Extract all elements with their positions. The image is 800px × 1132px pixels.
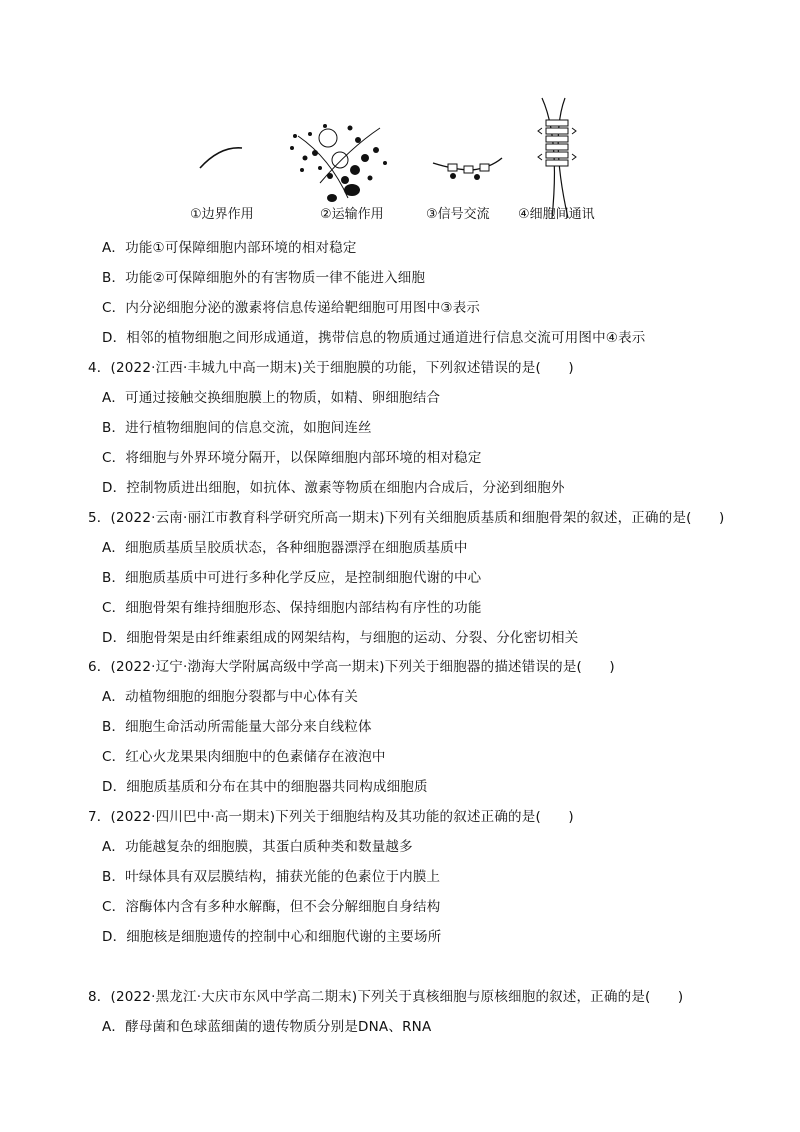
q6-option-d: D．细胞质基质和分布在其中的细胞器共同构成细胞质 bbox=[102, 779, 428, 795]
q5-option-b: B．细胞质基质中可进行多种化学反应，是控制细胞代谢的中心 bbox=[102, 570, 482, 586]
signal-diagram bbox=[433, 158, 502, 180]
boundary-diagram bbox=[200, 148, 242, 168]
q3-option-d: D．相邻的植物细胞之间形成通道，携带信息的物质通过通道进行信息交流可用图中④表示 bbox=[102, 330, 646, 346]
q6-stem: 6．(2022·辽宁·渤海大学附属高级中学高一期末)下列关于细胞器的描述错误的是( ) bbox=[88, 659, 615, 675]
q3-option-a: A．功能①可保障细胞内部环境的相对稳定 bbox=[102, 240, 357, 256]
q7-option-a: A．功能越复杂的细胞膜，其蛋白质种类和数量越多 bbox=[102, 839, 413, 855]
figure-caption-2: ②运输作用 bbox=[320, 207, 384, 222]
q3-option-c: C．内分泌细胞分泌的激素将信息传递给靶细胞可用图中③表示 bbox=[102, 300, 481, 316]
q3-option-b: B．功能②可保障细胞外的有害物质一律不能进入细胞 bbox=[102, 270, 426, 286]
q4-option-c: C．将细胞与外界环境分隔开，以保障细胞内部环境的相对稳定 bbox=[102, 450, 482, 466]
q6-option-a: A．动植物细胞的细胞分裂都与中心体有关 bbox=[102, 689, 359, 705]
figure-caption-3: ③信号交流 bbox=[426, 207, 490, 222]
q8-stem: 8．(2022·黑龙江·大庆市东风中学高二期末)下列关于真核细胞与原核细胞的叙述，正确的是( ) bbox=[88, 989, 684, 1005]
q4-option-a: A．可通过接触交换细胞膜上的物质，如精、卵细胞结合 bbox=[102, 390, 441, 406]
transport-diagram bbox=[290, 124, 387, 202]
q7-option-b: B．叶绿体具有双层膜结构，捕获光能的色素位于内膜上 bbox=[102, 869, 441, 885]
q7-option-c: C．溶酶体内含有多种水解酶，但不会分解细胞自身结构 bbox=[102, 899, 441, 915]
q6-option-c: C．红心火龙果果肉细胞中的色素储存在液泡中 bbox=[102, 749, 386, 765]
q5-option-a: A．细胞质基质呈胶质状态，各种细胞器漂浮在细胞质基质中 bbox=[102, 540, 468, 556]
q8-option-a: A．酵母菌和色球蓝细菌的遗传物质分别是DNA、RNA bbox=[102, 1019, 432, 1035]
q5-option-c: C．细胞骨架有维持细胞形态、保持细胞内部结构有序性的功能 bbox=[102, 600, 482, 616]
q4-stem: 4．(2022·江西·丰城九中高一期末)关于细胞膜的功能，下列叙述错误的是( ) bbox=[88, 360, 574, 376]
q7-stem: 7．(2022·四川巴中·高一期末)下列关于细胞结构及其功能的叙述正确的是( ) bbox=[88, 809, 574, 825]
figure-caption-4: ④细胞间通讯 bbox=[518, 207, 595, 222]
figure-caption-1: ①边界作用 bbox=[190, 207, 254, 222]
q7-option-d: D．细胞核是细胞遗传的控制中心和细胞代谢的主要场所 bbox=[102, 929, 442, 945]
q5-option-d: D．细胞骨架是由纤维素组成的网架结构，与细胞的运动、分裂、分化密切相关 bbox=[102, 630, 579, 646]
communication-diagram bbox=[538, 98, 576, 218]
q6-option-b: B．细胞生命活动所需能量大部分来自线粒体 bbox=[102, 719, 372, 735]
q4-option-b: B．进行植物细胞间的信息交流，如胞间连丝 bbox=[102, 420, 372, 436]
q5-stem: 5．(2022·云南·丽江市教育科学研究所高一期末)下列有关细胞质基质和细胞骨架的叙述，正确的是( ) bbox=[88, 510, 725, 526]
q4-option-d: D．控制物质进出细胞，如抗体、激素等物质在细胞内合成后，分泌到细胞外 bbox=[102, 480, 565, 496]
